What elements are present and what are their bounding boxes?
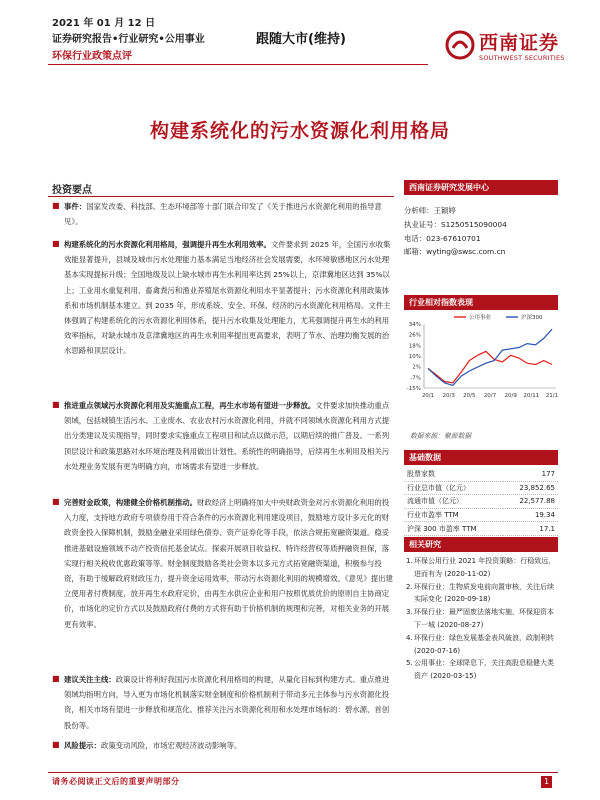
related-item-number: 1. bbox=[406, 557, 413, 565]
related-item[interactable] bbox=[404, 632, 558, 658]
basic-data-value: 22,577.88 bbox=[503, 495, 558, 509]
paragraph-lead: 推进重点领域污水资源化利用及实施重点工程，再生水市场有望进一步释放。 bbox=[64, 401, 316, 410]
related-item-number: 5. bbox=[406, 659, 413, 668]
y-tick-label: 18% bbox=[408, 343, 421, 350]
paragraph-lead: 构建系统化的污水资源化利用格局，强调提升再生水利用效率。 bbox=[64, 240, 271, 249]
basic-data-label: 流通市值（亿元） bbox=[404, 495, 503, 509]
bullet-icon: ■ bbox=[52, 674, 60, 683]
paragraph-event bbox=[52, 199, 394, 229]
basic-data-band: 基础数据 bbox=[404, 450, 558, 465]
basic-data-label: 沪深 300 市盈率 TTM bbox=[404, 522, 503, 536]
analyst-name: 分析师：王颖婷 bbox=[404, 206, 456, 215]
chart-source: 数据来源：聚源数据 bbox=[410, 432, 472, 440]
x-tick-label: 21/1 bbox=[545, 393, 558, 399]
paragraph-text: 国家发改委、科技部、生态环境部等十部门联合印发了《关于推进污水资源化利用的指导意见》。 bbox=[64, 202, 382, 227]
y-tick-label: -15% bbox=[406, 386, 421, 392]
paragraph-text: 文件要求到 2025 年，全国污水收集效能显著提升，县城及城市污水处理能力基本满足当地经济社会发展需要，水环境敏感地区污水处理基本实现提标升级；全国地级及以上缺水城市再生水利用率达到 25%以上，京津冀地区达到 35%以上；工业用水重复利用、畜禽粪污和渔业养殖尾水资源化利用水平显著提升；污水资源化利用政策体系和市场机制基本建立。到 2035 年，形成系统、安全、环保、经济的污水资源化利用格局。文件主体强调了构建系统化的污水资源化利用体系，提升污水收集及处理能力，尤其强调提升再生水的利用效率指标，对缺水城市及京津冀地区的再生水利用率提出更高要求，表明了节水、治理均衡发展的治水思路和顶层设计。 bbox=[64, 240, 391, 356]
basic-data-table bbox=[404, 468, 558, 536]
logo-mark-icon bbox=[445, 30, 475, 60]
related-item-text: 环保公用行业 2021 年投资策略：行稳致远，进而有为 (2020-11-02) bbox=[414, 557, 556, 578]
chart-legend bbox=[454, 313, 543, 321]
bullet-icon: ■ bbox=[52, 201, 60, 210]
paragraph-text: 财政经济上明确将加大中央财政资金对污水资源化利用的投入力度，支持地方政府专项债券用于符合条件的污水资源化利用建设项目，鼓励地方设计多元化的财政资金投入保障机制，鼓励金融业采用绿色债券、资产证券化等手段，依法合规拓宽融资渠道。稳妥推进基础设施领域不动产投资信托基金试点。探索开展项目收益权、特许经营权等质押融资担保，落实现行相关税收优惠政策等等。财金制度鼓励各类社会资本以多元方式拓宽融资渠道，积极参与投资，有助于缓解政府财政压力，提升资金运用效率，带动污水资源化利用的规模增效。《意见》提出建立使用者付费制度，放开再生水政府定价，由再生水供应企业和用户按照优质优价的原则自主协商定价，市场化的定价方式以及鼓励政府付费的方式将有助于价格机制的规理和完善，对相关业务的开展更有效率。 bbox=[64, 498, 393, 629]
related-item[interactable] bbox=[404, 581, 558, 607]
basic-data-row bbox=[404, 468, 558, 481]
basic-data-row bbox=[404, 522, 558, 536]
report-date: 2021 年 01 月 12 日 bbox=[52, 18, 156, 29]
basic-data-label: 股票家数 bbox=[404, 468, 503, 481]
paragraph-finance bbox=[52, 495, 394, 632]
basic-data-value: 177 bbox=[503, 468, 558, 481]
bullet-icon: ■ bbox=[52, 740, 60, 749]
paragraph-lead: 建议关注主线： bbox=[64, 675, 116, 684]
paragraph-lead: 完善财金政策，构建健全价格机制推动。 bbox=[64, 498, 198, 507]
paragraph-lead: 事件： bbox=[64, 202, 87, 211]
bullet-icon: ■ bbox=[52, 239, 60, 248]
x-tick-label: 20/9 bbox=[504, 393, 517, 399]
investment-divider bbox=[48, 196, 394, 197]
analyst-cert: 执业证号：S1250515090004 bbox=[404, 219, 507, 229]
page-number: 1 bbox=[541, 776, 552, 788]
logo-text-en: SOUTHWEST SECURITIES bbox=[479, 54, 565, 62]
series-line-hs300 bbox=[428, 329, 552, 385]
chart-band: 行业相对指数表现 bbox=[404, 295, 558, 310]
footer-disclaimer: 请务必阅读正文后的重要声明部分 bbox=[52, 777, 180, 786]
basic-data-row bbox=[404, 495, 558, 509]
paragraph-key-areas bbox=[52, 398, 394, 474]
report-subcategory: 环保行业政策点评 bbox=[52, 51, 132, 62]
logo-text: 西南证券 bbox=[479, 32, 560, 54]
analyst-email[interactable]: 邮箱：wyting@swsc.com.cn bbox=[404, 247, 506, 257]
related-item[interactable] bbox=[404, 657, 558, 683]
related-item-number: 2. bbox=[406, 582, 413, 591]
paragraph-text: 文件要求加快推动重点领域，包括城镇生活污水、工业废水、农业农村污水资源化利用，并就不同领域水资源化利用方式提出分类建议及实现指导，同时要求实施重点工程项目和试点以做示范，以期后续的推广普及。一系列顶层设计和政策思路对水环境治理及利用做出计划性、系统性的明确指导，后续再生水利用及相关污水处理业务发展有更为明确方向，市场需求有望进一步释放。 bbox=[64, 401, 390, 471]
related-item[interactable] bbox=[404, 555, 558, 581]
related-band: 相关研究 bbox=[404, 537, 558, 552]
related-item[interactable] bbox=[404, 606, 558, 632]
related-item-number: 4. bbox=[406, 633, 413, 642]
series-lines bbox=[428, 329, 552, 385]
analyst-info bbox=[404, 204, 558, 259]
x-tick-label: 20/1 bbox=[421, 393, 435, 399]
bullet-icon: ■ bbox=[52, 400, 60, 409]
y-tick-label: -7% bbox=[410, 375, 421, 382]
related-list bbox=[404, 555, 558, 683]
x-tick-labels bbox=[422, 393, 558, 399]
basic-data-label: 行业市盈率 TTM bbox=[404, 508, 503, 522]
team-band: 西南证券研究发展中心 bbox=[404, 180, 558, 195]
y-tick-label: 2% bbox=[412, 364, 421, 371]
report-type: 证券研究报告•行业研究•公用事业 bbox=[52, 34, 205, 45]
related-item-text: 环保行业：绿色发展基金表风破浪，政制利转 (2020-07-16) bbox=[414, 633, 554, 655]
related-item-text: 环保行业：最严固废法落地实施，环保迎资本下一城 (2020-08-27) bbox=[414, 608, 554, 629]
y-tick-label: 26% bbox=[408, 332, 421, 339]
x-tick-label: 20/5 bbox=[463, 393, 476, 399]
basic-data-value: 19.34 bbox=[503, 508, 558, 522]
basic-data-row bbox=[404, 481, 558, 495]
paragraph-text: 政策变动风险，市场宏观经济波动影响等。 bbox=[100, 741, 242, 750]
legend-label: 公用事业 bbox=[469, 315, 492, 321]
paragraph-risk bbox=[52, 738, 394, 753]
report-title: 构建系统化的污水资源化利用格局 bbox=[149, 120, 450, 142]
header-divider bbox=[48, 64, 428, 65]
bullet-icon: ■ bbox=[52, 497, 60, 506]
analyst-phone: 电话：023-67610701 bbox=[404, 233, 481, 243]
relative-index-chart bbox=[404, 312, 558, 412]
paragraph-recommend bbox=[52, 672, 394, 733]
basic-data-row bbox=[404, 508, 558, 522]
series-line-utilities bbox=[428, 351, 552, 382]
rating: 跟随大市(维持) bbox=[256, 32, 346, 47]
x-tick-label: 20/11 bbox=[523, 393, 540, 399]
basic-data-label: 行业总市值（亿元） bbox=[404, 481, 503, 495]
paragraph-system bbox=[52, 237, 394, 359]
paragraph-text: 政策设计将利好我国污水资源化利用格局的构建，从量化目标到构建方式、重点推进领域均指明方向，导入更为市场化机制落实财金制度和价格机制利于带动多元主体参与污水资源化投资，相关市场有望进一步释放和规范化。推荐关注污水资源化利用和水处理市场标的：碧水源、首创股份等。 bbox=[64, 675, 390, 730]
y-tick-label: 10% bbox=[408, 354, 421, 360]
x-tick-label: 20/3 bbox=[442, 393, 455, 399]
basic-data-value: 17.1 bbox=[503, 522, 558, 536]
company-logo bbox=[445, 28, 575, 72]
paragraph-lead: 风险提示： bbox=[64, 741, 101, 750]
legend-label: 沪深300 bbox=[521, 315, 543, 321]
y-tick-labels bbox=[407, 322, 421, 392]
x-tick-label: 20/7 bbox=[483, 393, 497, 399]
related-item-text: 环保行业：生物质发电前向置审核，关注后续实际变化 (2020-09-18) bbox=[414, 582, 554, 604]
related-item-number: 3. bbox=[406, 608, 413, 617]
basic-data-value: 23,852.65 bbox=[503, 481, 558, 495]
y-tick-label: 34% bbox=[408, 322, 421, 328]
footer-divider bbox=[48, 772, 558, 773]
related-item-text: 公用事业：全球降息下，关注高股息稳健大类资产 (2020-03-15) bbox=[414, 659, 554, 681]
investment-heading: 投资要点 bbox=[52, 185, 92, 196]
